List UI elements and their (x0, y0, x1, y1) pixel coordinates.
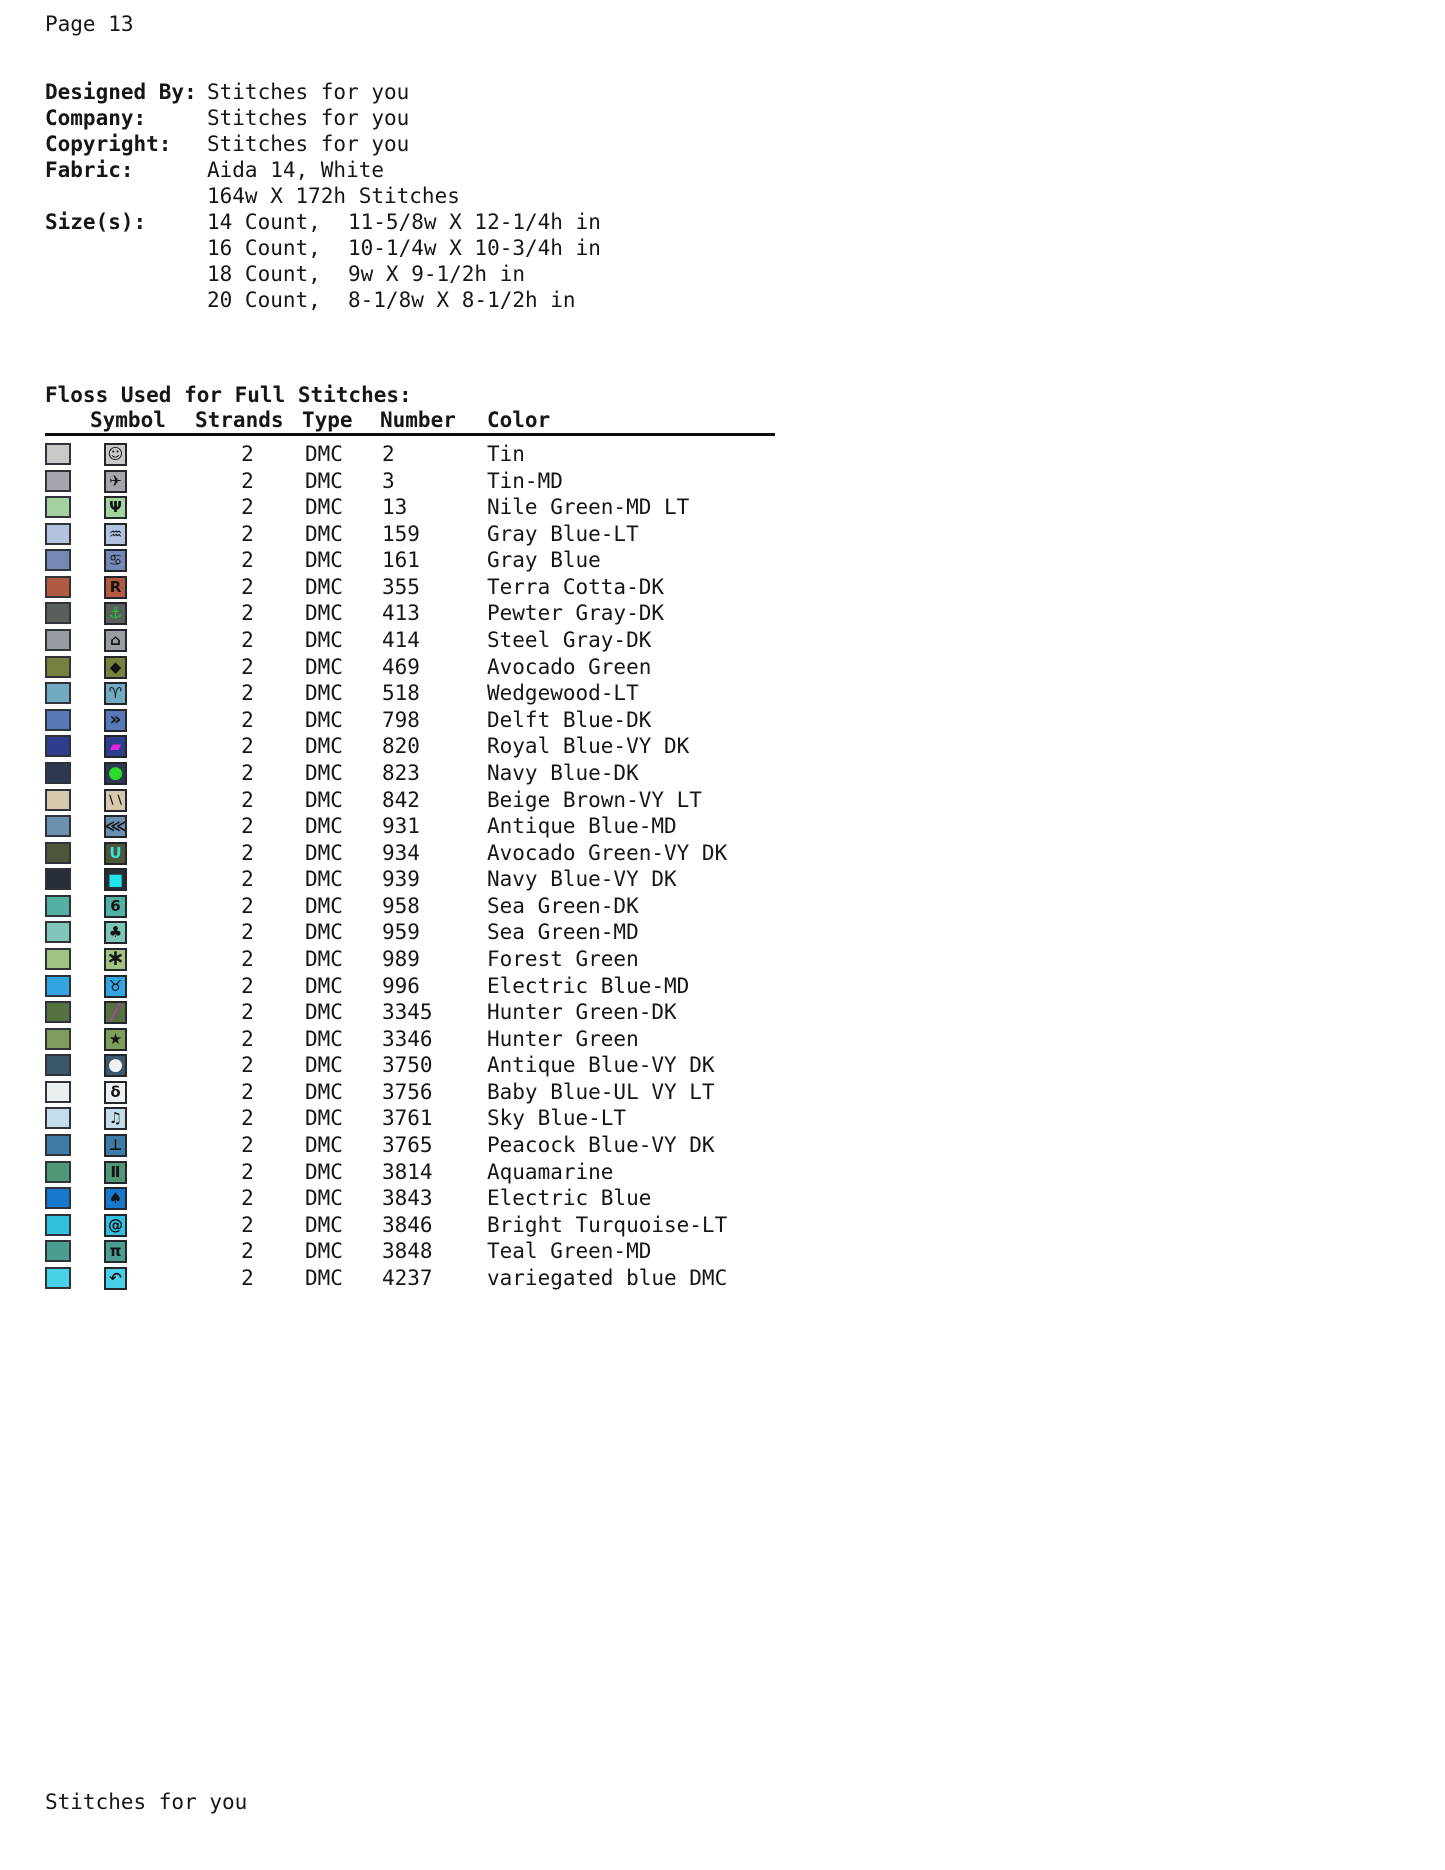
music-notes-icon: ♫ (108, 1109, 123, 1128)
strands-cell: 2 (241, 1212, 254, 1237)
floss-table-row (45, 627, 945, 654)
strands-cell: 2 (241, 654, 254, 679)
column-header-color: Color (487, 408, 551, 432)
type-cell: DMC (305, 734, 343, 759)
letter-r-icon: R (109, 577, 122, 596)
color-name-cell: Antique Blue-MD (487, 814, 677, 839)
strands-cell: 2 (241, 840, 254, 865)
color-name-cell: Tin-MD (487, 468, 563, 493)
info-row (45, 210, 805, 236)
number-cell: 4237 (382, 1265, 433, 1290)
number-cell: 3846 (382, 1212, 433, 1237)
number-cell: 842 (382, 787, 420, 812)
type-cell: DMC (305, 1212, 343, 1237)
floss-color-swatch (45, 496, 71, 518)
type-cell: DMC (305, 1026, 343, 1051)
info-value: Stitches for you (207, 106, 410, 130)
info-value: Aida 14, White (207, 158, 385, 182)
floss-symbol-box (104, 443, 127, 466)
floss-color-swatch (45, 815, 71, 837)
type-cell: DMC (305, 574, 343, 599)
floss-color-swatch (45, 735, 71, 757)
info-row (45, 106, 805, 132)
strands-cell: 2 (241, 707, 254, 732)
number-cell: 3346 (382, 1026, 433, 1051)
floss-table-row (45, 521, 945, 548)
floss-symbol-box (104, 549, 127, 572)
floss-symbol-box (104, 735, 127, 758)
info-value-secondary: 10-1/4w X 10-3/4h in (348, 236, 601, 260)
floss-table-row (45, 733, 945, 760)
type-cell: DMC (305, 1079, 343, 1104)
strands-cell: 2 (241, 495, 254, 520)
info-value: 14 Count, (207, 210, 321, 234)
floss-symbol-box (104, 948, 127, 971)
floss-symbol-box (104, 842, 127, 865)
floss-table-row (45, 441, 945, 468)
color-name-cell: Peacock Blue-VY DK (487, 1133, 715, 1158)
smiley-icon: ☺ (107, 445, 124, 463)
strands-cell: 2 (241, 946, 254, 971)
type-cell: DMC (305, 468, 343, 493)
digit-six-icon: 6 (110, 896, 121, 915)
info-value-secondary: 9w X 9-1/2h in (348, 262, 526, 286)
type-cell: DMC (305, 920, 343, 945)
floss-symbol-box (104, 523, 127, 546)
color-name-cell: Nile Green-MD LT (487, 495, 690, 520)
floss-symbol-box (104, 1267, 127, 1290)
strands-cell: 2 (241, 1079, 254, 1104)
number-cell: 2 (382, 442, 395, 466)
info-value: 18 Count, (207, 262, 321, 286)
taurus-sign-icon: ♉ (108, 976, 123, 995)
type-cell: DMC (305, 628, 343, 653)
floss-color-swatch (45, 656, 71, 678)
floss-table-row (45, 946, 945, 973)
color-name-cell: Royal Blue-VY DK (487, 734, 690, 759)
floss-symbol-box (104, 709, 127, 732)
strands-cell: 2 (241, 1053, 254, 1078)
floss-table-row (45, 574, 945, 601)
strands-cell: 2 (241, 1186, 254, 1211)
strands-cell: 2 (241, 681, 254, 706)
footer-text: Stitches for you (45, 1790, 248, 1814)
floss-color-swatch (45, 921, 71, 943)
number-cell: 3345 (382, 1000, 433, 1025)
strands-cell: 2 (241, 760, 254, 785)
strands-cell: 2 (241, 1239, 254, 1264)
info-row (45, 262, 805, 288)
strands-cell: 2 (241, 1133, 254, 1158)
type-cell: DMC (305, 814, 343, 839)
floss-table-row (45, 707, 945, 734)
floss-table-row (45, 494, 945, 521)
type-cell: DMC (305, 707, 343, 732)
color-name-cell: Electric Blue (487, 1186, 652, 1211)
color-name-cell: variegated blue DMC (487, 1265, 728, 1290)
floss-table-row (45, 654, 945, 681)
number-cell: 3843 (382, 1186, 433, 1211)
type-cell: DMC (305, 654, 343, 679)
at-sign-icon: @ (108, 1215, 123, 1234)
color-name-cell: Avocado Green (487, 654, 652, 679)
floss-color-swatch (45, 709, 71, 731)
floss-symbol-box (104, 1161, 127, 1184)
floss-symbol-box (104, 1054, 127, 1077)
floss-table-row (45, 760, 945, 787)
floss-color-swatch (45, 975, 71, 997)
column-header-strands: Strands (195, 408, 284, 432)
floss-color-swatch (45, 1214, 71, 1236)
floss-table-row (45, 840, 945, 867)
type-cell: DMC (305, 681, 343, 706)
strands-cell: 2 (241, 548, 254, 573)
floss-color-swatch (45, 762, 71, 784)
strands-cell: 2 (241, 601, 254, 626)
number-cell: 414 (382, 628, 420, 653)
strands-cell: 2 (241, 1159, 254, 1184)
floss-table-row (45, 813, 945, 840)
floss-table-row (45, 468, 945, 495)
floss-color-swatch (45, 470, 71, 492)
info-row (45, 236, 805, 262)
info-value: 20 Count, (207, 288, 321, 312)
number-cell: 798 (382, 707, 420, 732)
strands-cell: 2 (241, 973, 254, 998)
floss-color-swatch (45, 1028, 71, 1050)
airplane-icon: ✈ (109, 471, 122, 490)
info-row (45, 288, 805, 314)
color-name-cell: Steel Gray-DK (487, 628, 652, 653)
floss-color-swatch (45, 629, 71, 651)
floss-color-swatch (45, 523, 71, 545)
diagonal-stroke-icon: ╱ (110, 1003, 121, 1022)
floss-table-row (45, 787, 945, 814)
filled-square-icon: ■ (107, 869, 124, 889)
floss-color-swatch (45, 948, 71, 970)
number-cell: 159 (382, 521, 420, 546)
info-label: Copyright: (45, 132, 172, 156)
parallelogram-icon: ▰ (109, 737, 122, 756)
pattern-info-block (45, 80, 805, 314)
number-cell: 820 (382, 734, 420, 759)
color-name-cell: Antique Blue-VY DK (487, 1053, 715, 1078)
floss-symbol-box (104, 762, 127, 785)
floss-table-row (45, 1159, 945, 1186)
number-cell: 958 (382, 893, 420, 918)
cancer-sign-icon: ♋ (108, 551, 123, 570)
color-name-cell: Navy Blue-VY DK (487, 867, 677, 892)
floss-color-swatch (45, 1187, 71, 1209)
info-value: 164w X 172h Stitches (207, 184, 460, 208)
number-cell: 3756 (382, 1079, 433, 1104)
floss-table-header (45, 408, 945, 434)
double-backslash-icon: ∖∖ (107, 793, 124, 808)
type-cell: DMC (305, 601, 343, 626)
letter-u-icon: U (109, 843, 122, 862)
floss-table-row (45, 1265, 945, 1292)
floss-symbol-box (104, 1001, 127, 1024)
star-icon: ★ (108, 1029, 123, 1048)
strands-cell: 2 (241, 1026, 254, 1051)
color-name-cell: Hunter Green (487, 1026, 639, 1051)
strands-cell: 2 (241, 893, 254, 918)
white-circle-icon: ● (108, 1055, 123, 1076)
number-cell: 996 (382, 973, 420, 998)
color-name-cell: Pewter Gray-DK (487, 601, 665, 626)
info-value: Stitches for you (207, 132, 410, 156)
column-header-symbol: Symbol (90, 408, 166, 432)
column-header-number: Number (380, 408, 456, 432)
floss-table-row (45, 1185, 945, 1212)
color-name-cell: Aquamarine (487, 1159, 614, 1184)
floss-table-title: Floss Used for Full Stitches: (45, 383, 412, 407)
color-name-cell: Bright Turquoise-LT (487, 1212, 728, 1237)
color-name-cell: Electric Blue-MD (487, 973, 690, 998)
info-value-secondary: 8-1/8w X 8-1/2h in (348, 288, 576, 312)
info-value: Stitches for you (207, 80, 410, 104)
strands-cell: 2 (241, 867, 254, 892)
floss-symbol-box (104, 815, 127, 838)
floss-color-swatch (45, 1240, 71, 1262)
strands-cell: 2 (241, 468, 254, 493)
floss-color-swatch (45, 1001, 71, 1023)
type-cell: DMC (305, 1265, 343, 1290)
strands-cell: 2 (241, 628, 254, 653)
type-cell: DMC (305, 1186, 343, 1211)
info-label: Company: (45, 106, 147, 130)
fan-lines-icon: ⋘ (104, 817, 127, 836)
floss-symbol-box (104, 1134, 127, 1157)
info-value-secondary: 11-5/8w X 12-1/4h in (348, 210, 601, 234)
floss-color-swatch (45, 789, 71, 811)
green-circle-icon: ● (108, 762, 123, 783)
number-cell: 355 (382, 574, 420, 599)
floss-color-swatch (45, 1081, 71, 1103)
floss-symbol-box (104, 975, 127, 998)
type-cell: DMC (305, 1133, 343, 1158)
floss-table-row (45, 893, 945, 920)
floss-table-row (45, 866, 945, 893)
strands-cell: 2 (241, 814, 254, 839)
number-cell: 13 (382, 495, 408, 520)
number-cell: 413 (382, 601, 420, 626)
type-cell: DMC (305, 893, 343, 918)
number-cell: 989 (382, 946, 420, 971)
floss-symbol-box (104, 868, 127, 891)
info-label: Size(s): (45, 210, 147, 234)
strands-cell: 2 (241, 920, 254, 945)
info-value: 16 Count, (207, 236, 321, 260)
floss-color-swatch (45, 868, 71, 890)
type-cell: DMC (305, 1159, 343, 1184)
floss-symbol-box (104, 895, 127, 918)
floss-symbol-box (104, 602, 127, 625)
floss-symbol-box (104, 470, 127, 493)
info-label: Fabric: (45, 158, 134, 182)
strands-cell: 2 (241, 787, 254, 812)
floss-table-row (45, 600, 945, 627)
floss-color-swatch (45, 576, 71, 598)
floss-symbol-box (104, 1187, 127, 1210)
page-number-label: Page 13 (45, 12, 134, 36)
delta-figure-icon: δ (110, 1082, 121, 1101)
floss-table-row (45, 680, 945, 707)
double-arrow-icon: » (109, 709, 122, 731)
floss-symbol-box (104, 656, 127, 679)
info-row (45, 132, 805, 158)
up-tack-icon: ⊥ (108, 1136, 123, 1155)
floss-color-swatch (45, 1107, 71, 1129)
floss-table-row (45, 1052, 945, 1079)
floss-table-row (45, 973, 945, 1000)
aries-sign-icon: ♈ (108, 684, 123, 703)
strands-cell: 2 (241, 442, 254, 466)
number-cell: 469 (382, 654, 420, 679)
color-name-cell: Navy Blue-DK (487, 760, 639, 785)
floss-symbol-box (104, 1081, 127, 1104)
strands-cell: 2 (241, 1265, 254, 1290)
column-header-type: Type (302, 408, 353, 432)
type-cell: DMC (305, 495, 343, 520)
number-cell: 3750 (382, 1053, 433, 1078)
floss-symbol-box (104, 1028, 127, 1051)
info-row (45, 158, 805, 184)
curved-arrow-icon: ↶ (109, 1268, 122, 1287)
table-header-rule (45, 433, 775, 436)
type-cell: DMC (305, 867, 343, 892)
color-name-cell: Forest Green (487, 946, 639, 971)
spade-icon: ♠ (108, 1189, 123, 1208)
roman-two-icon: Ⅱ (110, 1162, 121, 1181)
number-cell: 3761 (382, 1106, 433, 1131)
anchor-icon: ⚓ (108, 604, 123, 623)
floss-symbol-box (104, 921, 127, 944)
number-cell: 3765 (382, 1133, 433, 1158)
strands-cell: 2 (241, 521, 254, 546)
color-name-cell: Hunter Green-DK (487, 1000, 677, 1025)
color-name-cell: Tin (487, 442, 525, 466)
floss-table-row (45, 1105, 945, 1132)
floss-color-swatch (45, 842, 71, 864)
floss-color-swatch (45, 895, 71, 917)
floss-table-row (45, 919, 945, 946)
floss-color-swatch (45, 1134, 71, 1156)
type-cell: DMC (305, 1106, 343, 1131)
strands-cell: 2 (241, 1106, 254, 1131)
asterisk-icon: ∗ (106, 946, 125, 972)
floss-symbol-box (104, 496, 127, 519)
info-row (45, 80, 805, 106)
number-cell: 823 (382, 760, 420, 785)
strands-cell: 2 (241, 1000, 254, 1025)
floss-table-row (45, 1079, 945, 1106)
strands-cell: 2 (241, 574, 254, 599)
clover-icon: ♣ (108, 923, 123, 942)
aquarius-waves-icon: ♒ (108, 524, 123, 543)
type-cell: DMC (305, 973, 343, 998)
color-name-cell: Baby Blue-UL VY LT (487, 1079, 715, 1104)
number-cell: 3814 (382, 1159, 433, 1184)
type-cell: DMC (305, 787, 343, 812)
floss-symbol-box (104, 629, 127, 652)
color-name-cell: Delft Blue-DK (487, 707, 652, 732)
floss-color-swatch (45, 1161, 71, 1183)
type-cell: DMC (305, 1053, 343, 1078)
type-cell: DMC (305, 1000, 343, 1025)
color-name-cell: Teal Green-MD (487, 1239, 652, 1264)
color-name-cell: Avocado Green-VY DK (487, 840, 728, 865)
type-cell: DMC (305, 1239, 343, 1264)
info-row (45, 184, 805, 210)
house-icon: ⌂ (110, 631, 121, 650)
floss-rows (45, 441, 945, 1292)
floss-table-row (45, 1212, 945, 1239)
floss-symbol-box (104, 682, 127, 705)
color-name-cell: Wedgewood-LT (487, 681, 639, 706)
diamond-icon: ◆ (109, 657, 122, 676)
color-name-cell: Sea Green-MD (487, 920, 639, 945)
number-cell: 931 (382, 814, 420, 839)
color-name-cell: Terra Cotta-DK (487, 574, 665, 599)
floss-table-row (45, 1026, 945, 1053)
number-cell: 518 (382, 681, 420, 706)
floss-table-row (45, 999, 945, 1026)
floss-symbol-box (104, 789, 127, 812)
pi-icon: π (109, 1242, 122, 1261)
number-cell: 161 (382, 548, 420, 573)
floss-color-swatch (45, 1054, 71, 1076)
color-name-cell: Sky Blue-LT (487, 1106, 627, 1131)
psi-icon: Ψ (109, 498, 122, 517)
type-cell: DMC (305, 760, 343, 785)
floss-color-swatch (45, 1267, 71, 1289)
color-name-cell: Gray Blue-LT (487, 521, 639, 546)
floss-symbol-box (104, 1214, 127, 1237)
number-cell: 3 (382, 468, 395, 493)
color-name-cell: Gray Blue (487, 548, 601, 573)
type-cell: DMC (305, 521, 343, 546)
floss-table-row (45, 1238, 945, 1265)
floss-color-swatch (45, 682, 71, 704)
number-cell: 3848 (382, 1239, 433, 1264)
floss-color-swatch (45, 549, 71, 571)
number-cell: 934 (382, 840, 420, 865)
floss-table-row (45, 547, 945, 574)
info-label: Designed By: (45, 80, 197, 104)
type-cell: DMC (305, 548, 343, 573)
floss-symbol-box (104, 576, 127, 599)
floss-table-row (45, 1132, 945, 1159)
color-name-cell: Sea Green-DK (487, 893, 639, 918)
number-cell: 959 (382, 920, 420, 945)
type-cell: DMC (305, 442, 343, 466)
floss-symbol-box (104, 1107, 127, 1130)
floss-symbol-box (104, 1240, 127, 1263)
number-cell: 939 (382, 867, 420, 892)
type-cell: DMC (305, 840, 343, 865)
type-cell: DMC (305, 946, 343, 971)
color-name-cell: Beige Brown-VY LT (487, 787, 702, 812)
strands-cell: 2 (241, 734, 254, 759)
floss-color-swatch (45, 602, 71, 624)
floss-color-swatch (45, 443, 71, 465)
